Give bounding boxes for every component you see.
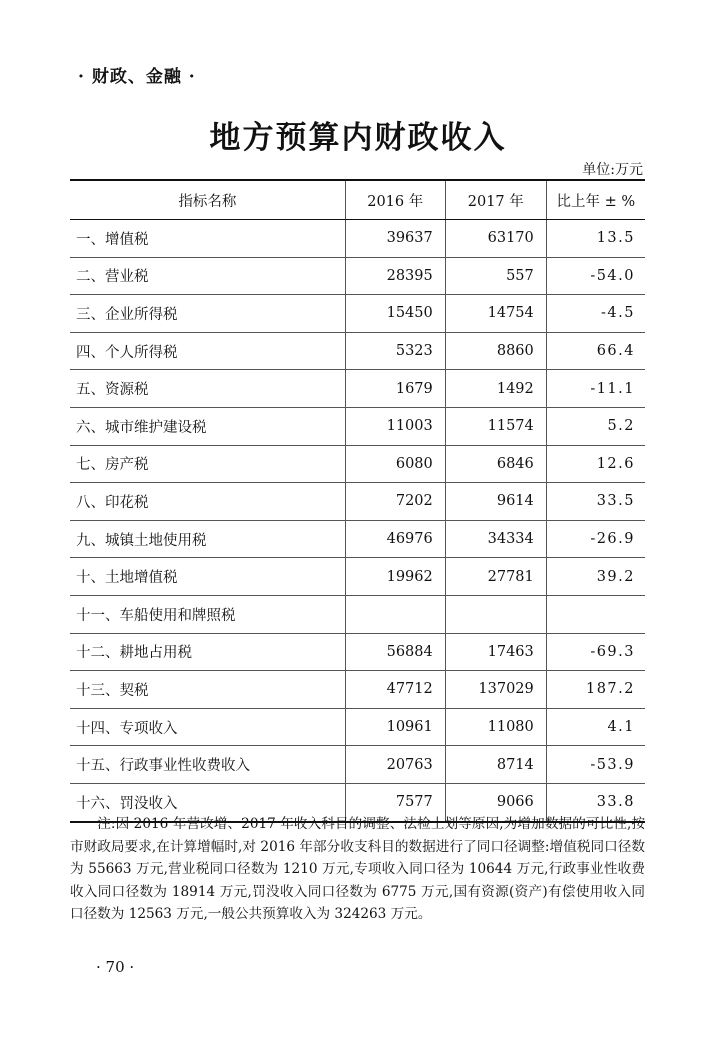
value-2017-cell: 11080 [445,708,546,746]
value-2017-cell: 6846 [445,445,546,483]
value-2017-cell: 137029 [445,671,546,709]
row-name-cell: 九、城镇土地使用税 [70,520,345,558]
change-pct-cell: 4.1 [546,708,645,746]
value-2016-cell: 5323 [345,332,445,370]
value-2016-cell: 10961 [345,708,445,746]
column-header-2016: 2016 年 [345,180,445,220]
table-row [70,483,645,521]
section-tag: · 财政、金融 · [78,67,196,87]
value-2017-cell [445,595,546,633]
value-2016-cell: 7577 [345,783,445,821]
column-header-2017: 2017 年 [445,180,546,220]
column-header-name: 指标名称 [70,180,345,220]
row-name-cell: 十六、罚没收入 [70,783,345,821]
value-2016-cell [345,595,445,633]
row-name-cell: 十二、耕地占用税 [70,633,345,671]
row-name-cell: 二、营业税 [70,257,345,295]
page-title: 地方预算内财政收入 [209,120,507,156]
row-name-cell: 十三、契税 [70,671,345,709]
change-pct-cell: 66.4 [546,332,645,370]
unit-label: 单位:万元 [582,162,643,178]
table-row [70,746,645,784]
table-row [70,558,645,596]
change-pct-cell: 33.5 [546,483,645,521]
row-name-cell: 十五、行政事业性收费收入 [70,746,345,784]
table-row [70,370,645,408]
table-row [70,295,645,333]
value-2016-cell: 46976 [345,520,445,558]
change-pct-cell [546,595,645,633]
value-2017-cell: 11574 [445,407,546,445]
value-2016-cell: 20763 [345,746,445,784]
row-name-cell: 十、土地增值税 [70,558,345,596]
row-name-cell: 五、资源税 [70,370,345,408]
value-2017-cell: 14754 [445,295,546,333]
value-2016-cell: 19962 [345,558,445,596]
value-2016-cell: 28395 [345,257,445,295]
table-header-row [70,180,645,220]
change-pct-cell: -53.9 [546,746,645,784]
row-name-cell: 三、企业所得税 [70,295,345,333]
change-pct-cell: 187.2 [546,671,645,709]
table-row [70,257,645,295]
table-row [70,708,645,746]
row-name-cell: 八、印花税 [70,483,345,521]
change-pct-cell: 13.5 [546,220,645,258]
value-2017-cell: 63170 [445,220,546,258]
column-header-change: 比上年 ± % [546,180,645,220]
change-pct-cell: -4.5 [546,295,645,333]
value-2016-cell: 15450 [345,295,445,333]
page-number: · 70 · [96,958,135,976]
revenue-table [70,179,645,823]
change-pct-cell: 33.8 [546,783,645,821]
value-2017-cell: 9066 [445,783,546,821]
change-pct-cell: 12.6 [546,445,645,483]
row-name-cell: 七、房产税 [70,445,345,483]
value-2016-cell: 47712 [345,671,445,709]
row-name-cell: 十一、车船使用和牌照税 [70,595,345,633]
table-row [70,595,645,633]
value-2016-cell: 11003 [345,407,445,445]
row-name-cell: 一、增值税 [70,220,345,258]
table-row [70,220,645,258]
value-2017-cell: 1492 [445,370,546,408]
row-name-cell: 十四、专项收入 [70,708,345,746]
value-2017-cell: 9614 [445,483,546,521]
row-name-cell: 六、城市维护建设税 [70,407,345,445]
row-name-cell: 四、个人所得税 [70,332,345,370]
footnote: 注:因 2016 年营改增、2017 年收入科目的调整、法检上划等原因,为增加数据的可比性,按市财政局要求,在计算增幅时,对 2016 年部分收支科目的数据进行了同口径调整:增值税同口径数为 55663 万元,营业税同口径数为 1210 万元,专项收入同口径为 10644 万元,行政事业性收费收入同口径数为 18914 万元,罚没收入同口径数为 6775 万元,国有资源(资产)有偿使用收入同口径数为 12563 万元,一般公共预算收入为 324263 万元。 [70,816,645,923]
table-row [70,445,645,483]
value-2016-cell: 1679 [345,370,445,408]
value-2017-cell: 17463 [445,633,546,671]
change-pct-cell: -69.3 [546,633,645,671]
table-row [70,332,645,370]
table-row [70,671,645,709]
table-row [70,633,645,671]
value-2017-cell: 34334 [445,520,546,558]
value-2016-cell: 6080 [345,445,445,483]
table-row [70,520,645,558]
value-2016-cell: 56884 [345,633,445,671]
value-2017-cell: 557 [445,257,546,295]
table-row [70,407,645,445]
value-2017-cell: 8714 [445,746,546,784]
value-2016-cell: 39637 [345,220,445,258]
change-pct-cell: -11.1 [546,370,645,408]
value-2017-cell: 8860 [445,332,546,370]
change-pct-cell: -26.9 [546,520,645,558]
change-pct-cell: -54.0 [546,257,645,295]
value-2017-cell: 27781 [445,558,546,596]
change-pct-cell: 39.2 [546,558,645,596]
value-2016-cell: 7202 [345,483,445,521]
change-pct-cell: 5.2 [546,407,645,445]
